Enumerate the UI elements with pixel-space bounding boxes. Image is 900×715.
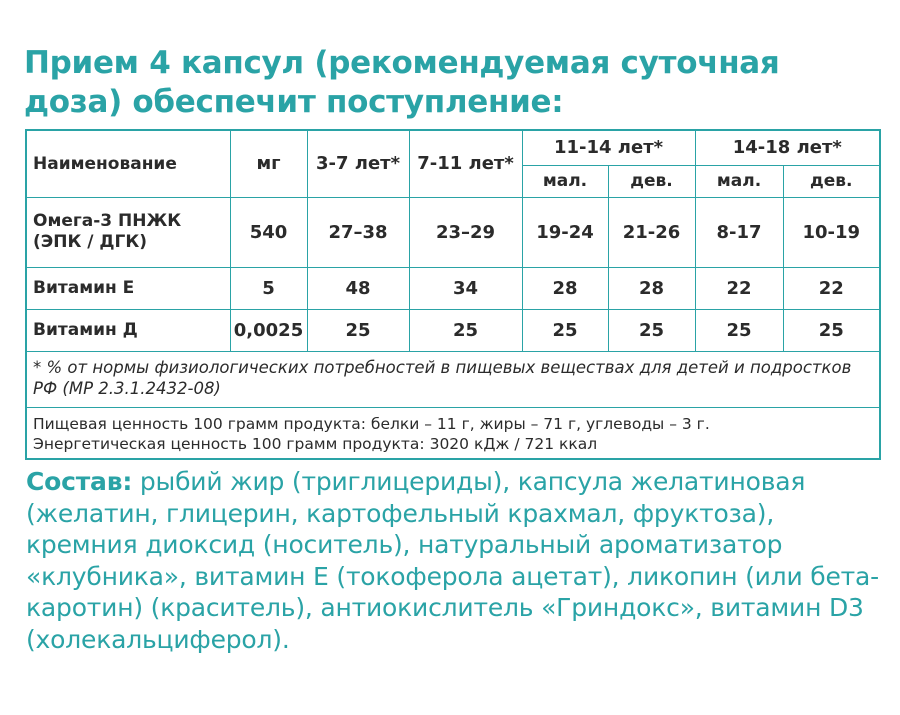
row-vitd-v6: 25 [783, 309, 879, 351]
nutrition-line-1: Пищевая ценность 100 грамм продукта: белки – 11 г, жиры – 71 г, углеводы – 3 г. [33, 415, 710, 433]
row-vitd-v5: 25 [695, 309, 783, 351]
composition-block [26, 466, 886, 655]
row-omega-name: Омега-3 ПНЖК (ЭПК / ДГК) [27, 197, 230, 267]
footnote-divider [27, 407, 879, 408]
row-vite-v1: 48 [307, 267, 409, 309]
row-omega-v6: 10-19 [783, 197, 879, 267]
row-vite-v6: 22 [783, 267, 879, 309]
table-row [27, 197, 879, 267]
row-vite-v5: 22 [695, 267, 783, 309]
row-vite-name: Витамин Е [27, 267, 230, 309]
row-vitd-v1: 25 [307, 309, 409, 351]
header-14-18-female: дев. [783, 165, 879, 197]
table-header-row [27, 131, 879, 165]
header-11-14-female: дев. [608, 165, 695, 197]
header-age-11-14: 11-14 лет* [522, 131, 695, 165]
row-omega-v3: 19-24 [522, 197, 608, 267]
nutrition-value-block [33, 414, 878, 454]
table-row [27, 267, 879, 309]
header-age-7-11: 7-11 лет* [409, 131, 522, 197]
row-vite-v4: 28 [608, 267, 695, 309]
composition-text: рыбий жир (триглицериды), капсула желатиновая (желатин, глицерин, картофельный крахмал, фруктоза), кремния диоксид (носитель), натуральный ароматизатор «клубника», витамин Е (токоферола ацетат), ликопин (или бета-каротин) (краситель), антиокислитель «Гриндокс», витамин D3 (холекальциферол). [26, 467, 879, 654]
header-14-18-male: мал. [695, 165, 783, 197]
table-row [27, 309, 879, 351]
page-heading: Прием 4 капсул (рекомендуемая суточная доза) обеспечит поступление: [24, 45, 780, 120]
row-vite-v3: 28 [522, 267, 608, 309]
row-vitd-name: Витамин Д [27, 309, 230, 351]
header-11-14-male: мал. [522, 165, 608, 197]
row-omega-mg: 540 [230, 197, 307, 267]
row-omega-v5: 8-17 [695, 197, 783, 267]
row-omega-v2: 23–29 [409, 197, 522, 267]
nutrition-table-box [25, 129, 881, 460]
nutrition-table [27, 131, 879, 352]
table-footnote: * % от нормы физиологических потребностей в пищевых веществах для детей и подростков РФ (МР 2.3.1.2432-08) [33, 358, 852, 398]
header-mg: мг [230, 131, 307, 197]
row-vite-v2: 34 [409, 267, 522, 309]
row-vitd-v2: 25 [409, 309, 522, 351]
row-vitd-v3: 25 [522, 309, 608, 351]
row-vitd-v4: 25 [608, 309, 695, 351]
header-age-14-18: 14-18 лет* [695, 131, 879, 165]
header-age-3-7: 3-7 лет* [307, 131, 409, 197]
header-name: Наименование [27, 131, 230, 197]
row-omega-v4: 21-26 [608, 197, 695, 267]
row-vite-mg: 5 [230, 267, 307, 309]
row-vitd-mg: 0,0025 [230, 309, 307, 351]
row-omega-v1: 27–38 [307, 197, 409, 267]
composition-label: Состав: [26, 467, 133, 496]
nutrition-line-2: Энергетическая ценность 100 грамм продукта: 3020 кДж / 721 ккал [33, 435, 598, 453]
